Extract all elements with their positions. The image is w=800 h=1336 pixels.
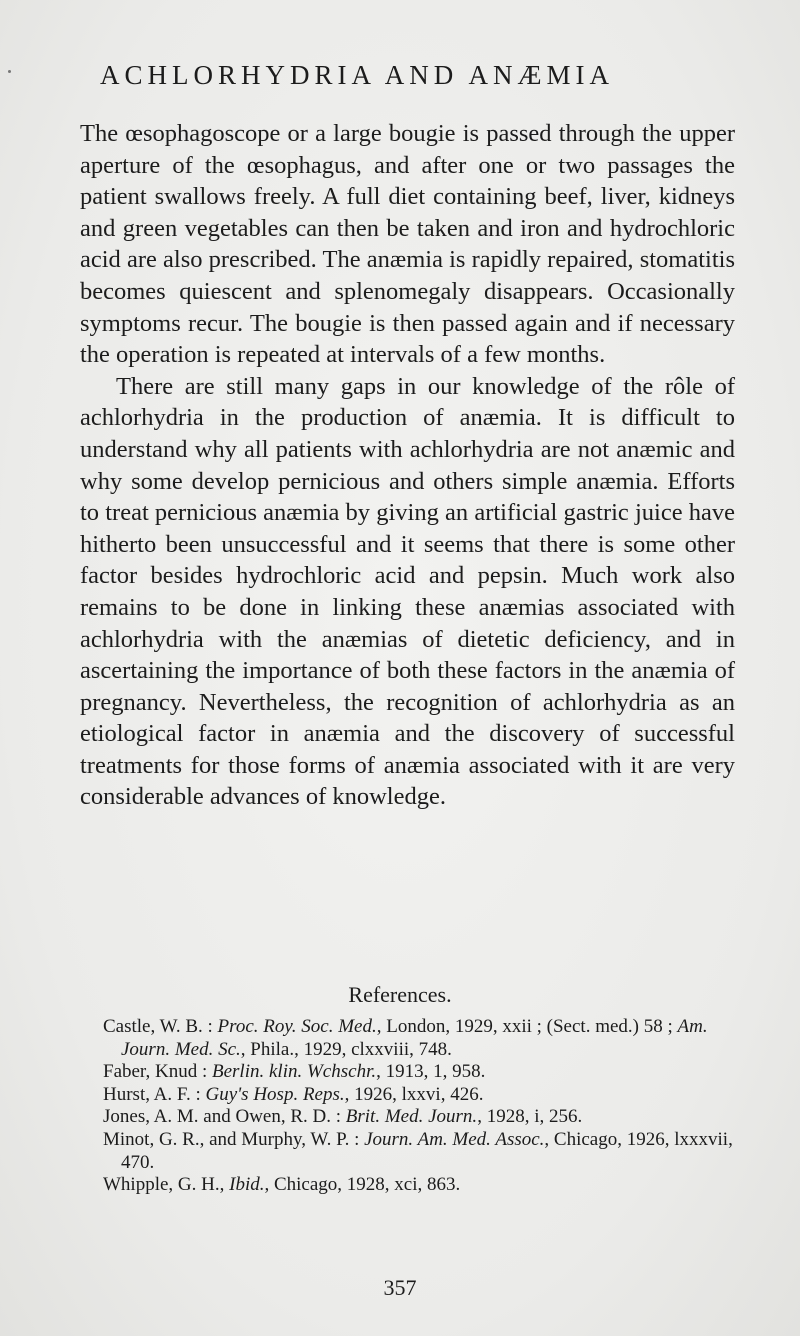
page-number: 357 xyxy=(383,1275,417,1300)
reference-item xyxy=(103,1016,753,1061)
reference-journal: Journ. Am. Med. Assoc. xyxy=(364,1128,545,1150)
references-heading: References. xyxy=(348,982,452,1007)
reference-journal: Ibid. xyxy=(229,1174,265,1196)
references-list xyxy=(103,1016,753,1197)
reference-details: , Chicago, 1926, lxxxvii, 470. xyxy=(121,1128,733,1173)
reference-item xyxy=(103,1061,753,1084)
reference-item xyxy=(103,1129,753,1174)
reference-details: , London, 1929, xxii ; (Sect. med.) 58 ; xyxy=(376,1016,678,1037)
running-head: ACHLORHYDRIA AND ANÆMIA xyxy=(100,60,615,90)
reference-item xyxy=(103,1174,753,1197)
reference-journal-2: Am. Journ. Med. Sc. xyxy=(121,1016,708,1060)
reference-author: Minot, G. R., and Murphy, W. P. : xyxy=(103,1128,365,1150)
reference-journal: Brit. Med. Journ. xyxy=(345,1106,478,1128)
reference-author: Faber, Knud : xyxy=(103,1061,212,1083)
reference-details: , 1926, lxxvi, 426. xyxy=(344,1083,484,1105)
reference-details: , Chicago, 1928, xci, 863. xyxy=(264,1174,461,1196)
body-text xyxy=(80,118,735,813)
reference-item xyxy=(103,1084,753,1107)
reference-details: , 1913, 1, 958. xyxy=(376,1061,486,1083)
reference-author: Castle, W. B. : xyxy=(103,1016,218,1037)
margin-speck xyxy=(8,70,11,73)
reference-journal: Guy's Hosp. Reps. xyxy=(205,1083,345,1105)
paragraph-1: The œsophagoscope or a large bougie is passed through the upper aperture of the œsophagus, and after one or two passages the patient swallows freely. A full diet containing beef, liver, kidneys and green vegetables can then be taken and iron and hydrochloric acid are also prescribed. The anæmia is rapidly repaired, stomatitis becomes quiescent and splenomegaly disappears. Occasionally symptoms recur. The bougie is then passed again and if necessary the operation is repeated at intervals of a few months. xyxy=(80,120,735,369)
reference-details-2: , Phila., 1929, clxxviii, 748. xyxy=(240,1038,452,1060)
reference-item xyxy=(103,1106,753,1129)
reference-details: , 1928, i, 256. xyxy=(477,1106,583,1128)
reference-author: Whipple, G. H., xyxy=(103,1174,230,1196)
reference-journal: Berlin. klin. Wchschr. xyxy=(212,1061,377,1083)
reference-journal: Proc. Roy. Soc. Med. xyxy=(217,1016,377,1037)
paragraph-2: There are still many gaps in our knowledge of the rôle of achlorhydria in the production of anæmia. It is difficult to understand why all patients with achlorhydria are not anæmic and why some develop pernicious and others simple anæmia. Efforts to treat pernicious anæmia by giving an artificial gastric juice have hitherto been unsuccessful and it seems that there is some other factor besides hydrochloric acid and pepsin. Much work also remains to be done in linking these anæmias associated with achlorhydria with the anæmias of dietetic deficiency, and in ascertaining the importance of both these factors in the anæmia of pregnancy. Nevertheless, the recognition of achlorhydria as an etiological factor in anæmia and the discovery of successful treatments for those forms of anæmia associated with it are very considerable advances of knowledge. xyxy=(80,372,735,811)
reference-author: Jones, A. M. and Owen, R. D. : xyxy=(103,1106,346,1128)
reference-author: Hurst, A. F. : xyxy=(103,1083,206,1105)
